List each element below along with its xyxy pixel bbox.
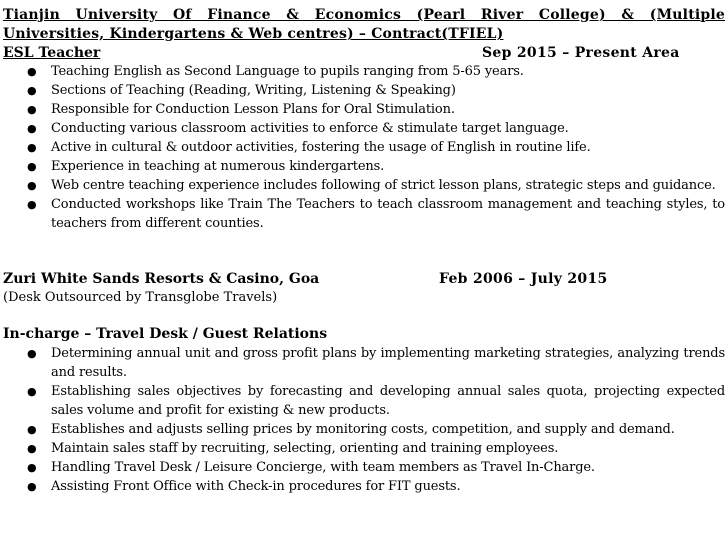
experience-section-tianjin xyxy=(3,6,725,233)
list-item: ● Web centre teaching experience includes following of strict lesson plans, strategic steps and guidance. xyxy=(27,178,716,193)
experience-section-zuri xyxy=(3,270,725,496)
list-item: ● Determining annual unit and gross profit plans by implementing marketing strategies, analyzing trends and results. xyxy=(27,346,725,380)
list-item: ● Handling Travel Desk / Leisure Concierge, with team members as Travel In-Charge. xyxy=(27,460,595,475)
employer-row xyxy=(3,270,725,289)
list-item: ● Establishing sales objectives by forecasting and developing annual sales quota, projecting expected sales volume and profit for existing & new products. xyxy=(27,384,725,418)
role-period: Sep 2015 – Present Area xyxy=(482,45,680,61)
bullet-icon: ● xyxy=(27,198,37,211)
list-item: ● Conducting various classroom activities to enforce & stimulate target language. xyxy=(27,121,569,136)
employer-heading: Tianjin University Of Finance & Economics (Pearl River College) & (Multiple Universities, Kindergartens & Web centres) – Contract(TFIEL) xyxy=(3,7,725,42)
role-title: In-charge – Travel Desk / Guest Relations xyxy=(3,326,328,342)
bullet-icon: ● xyxy=(27,141,37,154)
bullet-icon: ● xyxy=(27,442,37,455)
employer-note: (Desk Outsourced by Transglobe Travels) xyxy=(3,290,278,305)
list-item: ● Teaching English as Second Language to pupils ranging from 5-65 years. xyxy=(27,64,524,79)
duties-list xyxy=(3,62,725,233)
duties-list xyxy=(3,344,725,496)
list-item: ● Responsible for Conduction Lesson Plans for Oral Stimulation. xyxy=(27,102,455,117)
bullet-icon: ● xyxy=(27,160,37,173)
list-item: ● Assisting Front Office with Check-in procedures for FIT guests. xyxy=(27,479,461,494)
role-title: ESL Teacher xyxy=(3,45,101,61)
role-row xyxy=(3,44,725,62)
bullet-icon: ● xyxy=(27,84,37,97)
bullet-icon: ● xyxy=(27,423,37,436)
bullet-icon: ● xyxy=(27,122,37,135)
bullet-icon: ● xyxy=(27,385,37,398)
list-item: ● Conducted workshops like Train The Teachers to teach classroom management and teaching styles, to teachers from different counties. xyxy=(27,197,725,231)
list-item: ● Establishes and adjusts selling prices by monitoring costs, competition, and supply and demand. xyxy=(27,422,675,437)
bullet-icon: ● xyxy=(27,461,37,474)
list-item: ● Active in cultural & outdoor activities, fostering the usage of English in routine life. xyxy=(27,140,591,155)
list-item: ● Sections of Teaching (Reading, Writing, Listening & Speaking) xyxy=(27,83,456,98)
bullet-icon: ● xyxy=(27,103,37,116)
employer-name: Zuri White Sands Resorts & Casino, Goa xyxy=(3,271,320,287)
bullet-icon: ● xyxy=(27,179,37,192)
list-item: ● Experience in teaching at numerous kindergartens. xyxy=(27,159,385,174)
list-item: ● Maintain sales staff by recruiting, selecting, orienting and training employees. xyxy=(27,441,559,456)
employment-period: Feb 2006 – July 2015 xyxy=(439,271,608,287)
resume-page xyxy=(3,6,725,496)
bullet-icon: ● xyxy=(27,347,37,360)
bullet-icon: ● xyxy=(27,65,37,78)
bullet-icon: ● xyxy=(27,480,37,493)
